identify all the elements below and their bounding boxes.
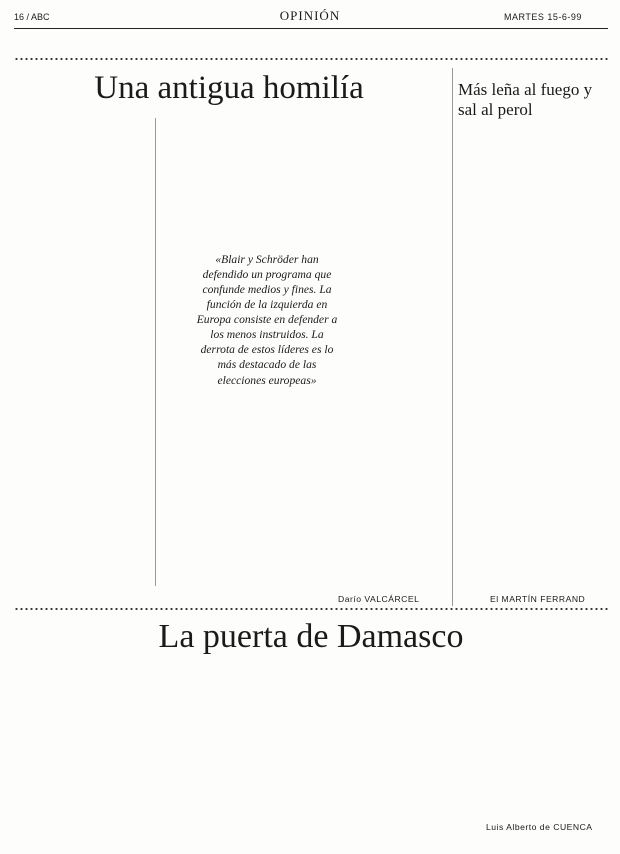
sidebar-rule (452, 68, 453, 606)
header-dotted-divider (14, 56, 608, 62)
column-rule (155, 118, 156, 586)
editorial-column-3 (300, 118, 446, 586)
editorial-pull-quote: «Blair y Schröder han defendido un programa que confunde medios y fines. La función de la izquierda en Europa consiste en defender a los menos instruidos. La derrota de estos líderes es lo más destacado de las elecciones europeas» (196, 253, 338, 387)
article-column-2 (164, 662, 304, 844)
article-signature: Luis Alberto de CUENCA (486, 822, 593, 832)
article-column-1 (14, 662, 154, 844)
issue-date: MARTES 15-6-99 (504, 12, 582, 22)
article-column-3 (314, 662, 454, 844)
article-title: La puerta de Damasco (158, 618, 464, 655)
sidebar-title: Más leña al fuego y sal al perol (458, 80, 593, 120)
header-rule (14, 28, 608, 29)
sidebar-signature: El MARTÍN FERRAND (490, 594, 586, 604)
section-title: OPINIÓN (279, 8, 341, 23)
editorial-column-2 (160, 118, 290, 242)
editorial-column-1 (14, 118, 150, 586)
section-dotted-divider (14, 606, 608, 612)
page-number: 16 / ABC (14, 12, 50, 22)
article-column-4 (464, 662, 608, 814)
editorial-title: Una antigua homilía (94, 70, 364, 106)
sidebar-body (458, 130, 608, 586)
editorial-signature: Darío VALCÁRCEL (338, 594, 420, 604)
